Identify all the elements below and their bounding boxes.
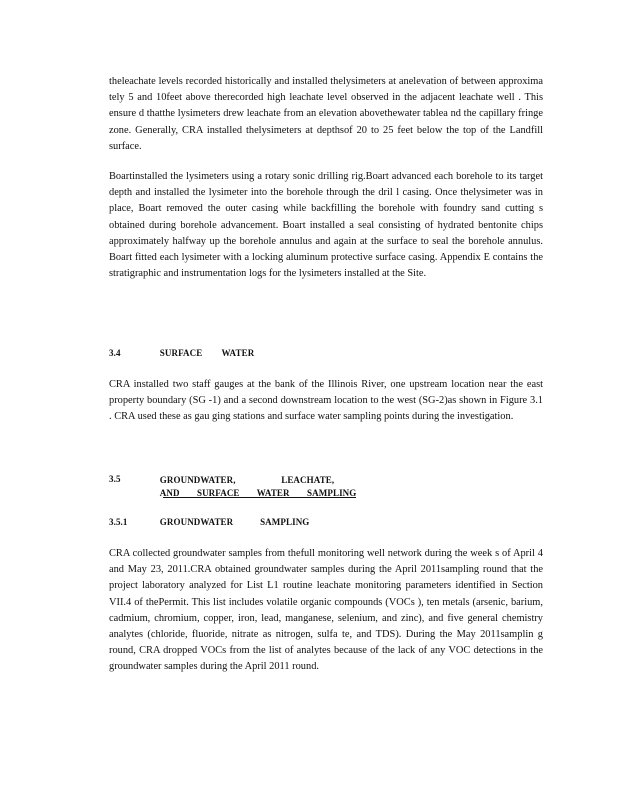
section-number: 3.4 [109,348,121,359]
section-number: 3.5.1 [109,517,128,528]
section-title: SURFACE WATER [159,348,255,359]
heading-underline [163,497,356,498]
paragraph-groundwater-sampling: CRA collected groundwater samples from thefull monitoring well network during the week s of April 4 and May 23, 2011.CRA obtained groundwater samples during the April 2011sampling round that the project laboratory analyzed for List L1 routine leachate monitoring parameters identified in Section VII.4 of thePermit. This list includes volatile organic compounds (VOCs ), ten metals (arsenic, barium, cadmium, chromium, copper, iron, lead, manganese, selenium, and zinc), and five general chemistry analytes (chloride, fluoride, nitrate as nitrogen, sulfa te, and TDS). During the May 2011samplin g round, CRA dropped VOCs from the list of analytes because of the lack of any VOC detections in the groundwater samples during the April 2011 round. [109,548,543,673]
paragraph-surface-water: CRA installed two staff gauges at the bank of the Illinois River, one upstream location near the east property boundary (SG -1) and a second downstream location to the west (SG-2)as shown in Figure 3.1 . CRA used these as gau ging stations and surface water sampling points during the investigation. [109,379,543,423]
section-title: GROUNDWATER SAMPLING [159,517,310,528]
paragraph-lysimeter-elevation: theleachate levels recorded historically and installed thelysimeters at anelevation of between approxima tely 5 and 10feet above therecorded high leachate level observed in the adjacent leachate well . This ensure d thatthe lysimeters drew leachate from an elevation abovethewater tablea nd the capillary fringe zone. Generally, CRA installed thelysimeters at depthsof 20 to 25 feet below the top of the Landfill surface. [109,76,543,152]
section-title-line-2: AND SURFACE WATER SAMPLING [159,488,357,499]
section-number: 3.5 [109,474,121,485]
paragraph-boart-installation: Boartinstalled the lysimeters using a rotary sonic drilling rig.Boart advanced each borehole to its target depth and installed the lysimeter into the borehole through the dril l casing. Once thelysimeter was in place, Boart removed the outer casing while backfilling the borehole with foundry sand cutting s obtained during borehole advancement. Boart installed a seal consisting of hydrated bentonite chips approximately halfway up the borehole annulus and again at the surface to seal the borehole annulus. Boart fitted each lysimeter with a locking aluminum protective surface casing. Appendix E contains the stratigraphic and instrumentation logs for the lysimeters installed at the Site. [109,171,543,280]
section-title-line-1: GROUNDWATER, LEACHATE, [159,475,335,486]
